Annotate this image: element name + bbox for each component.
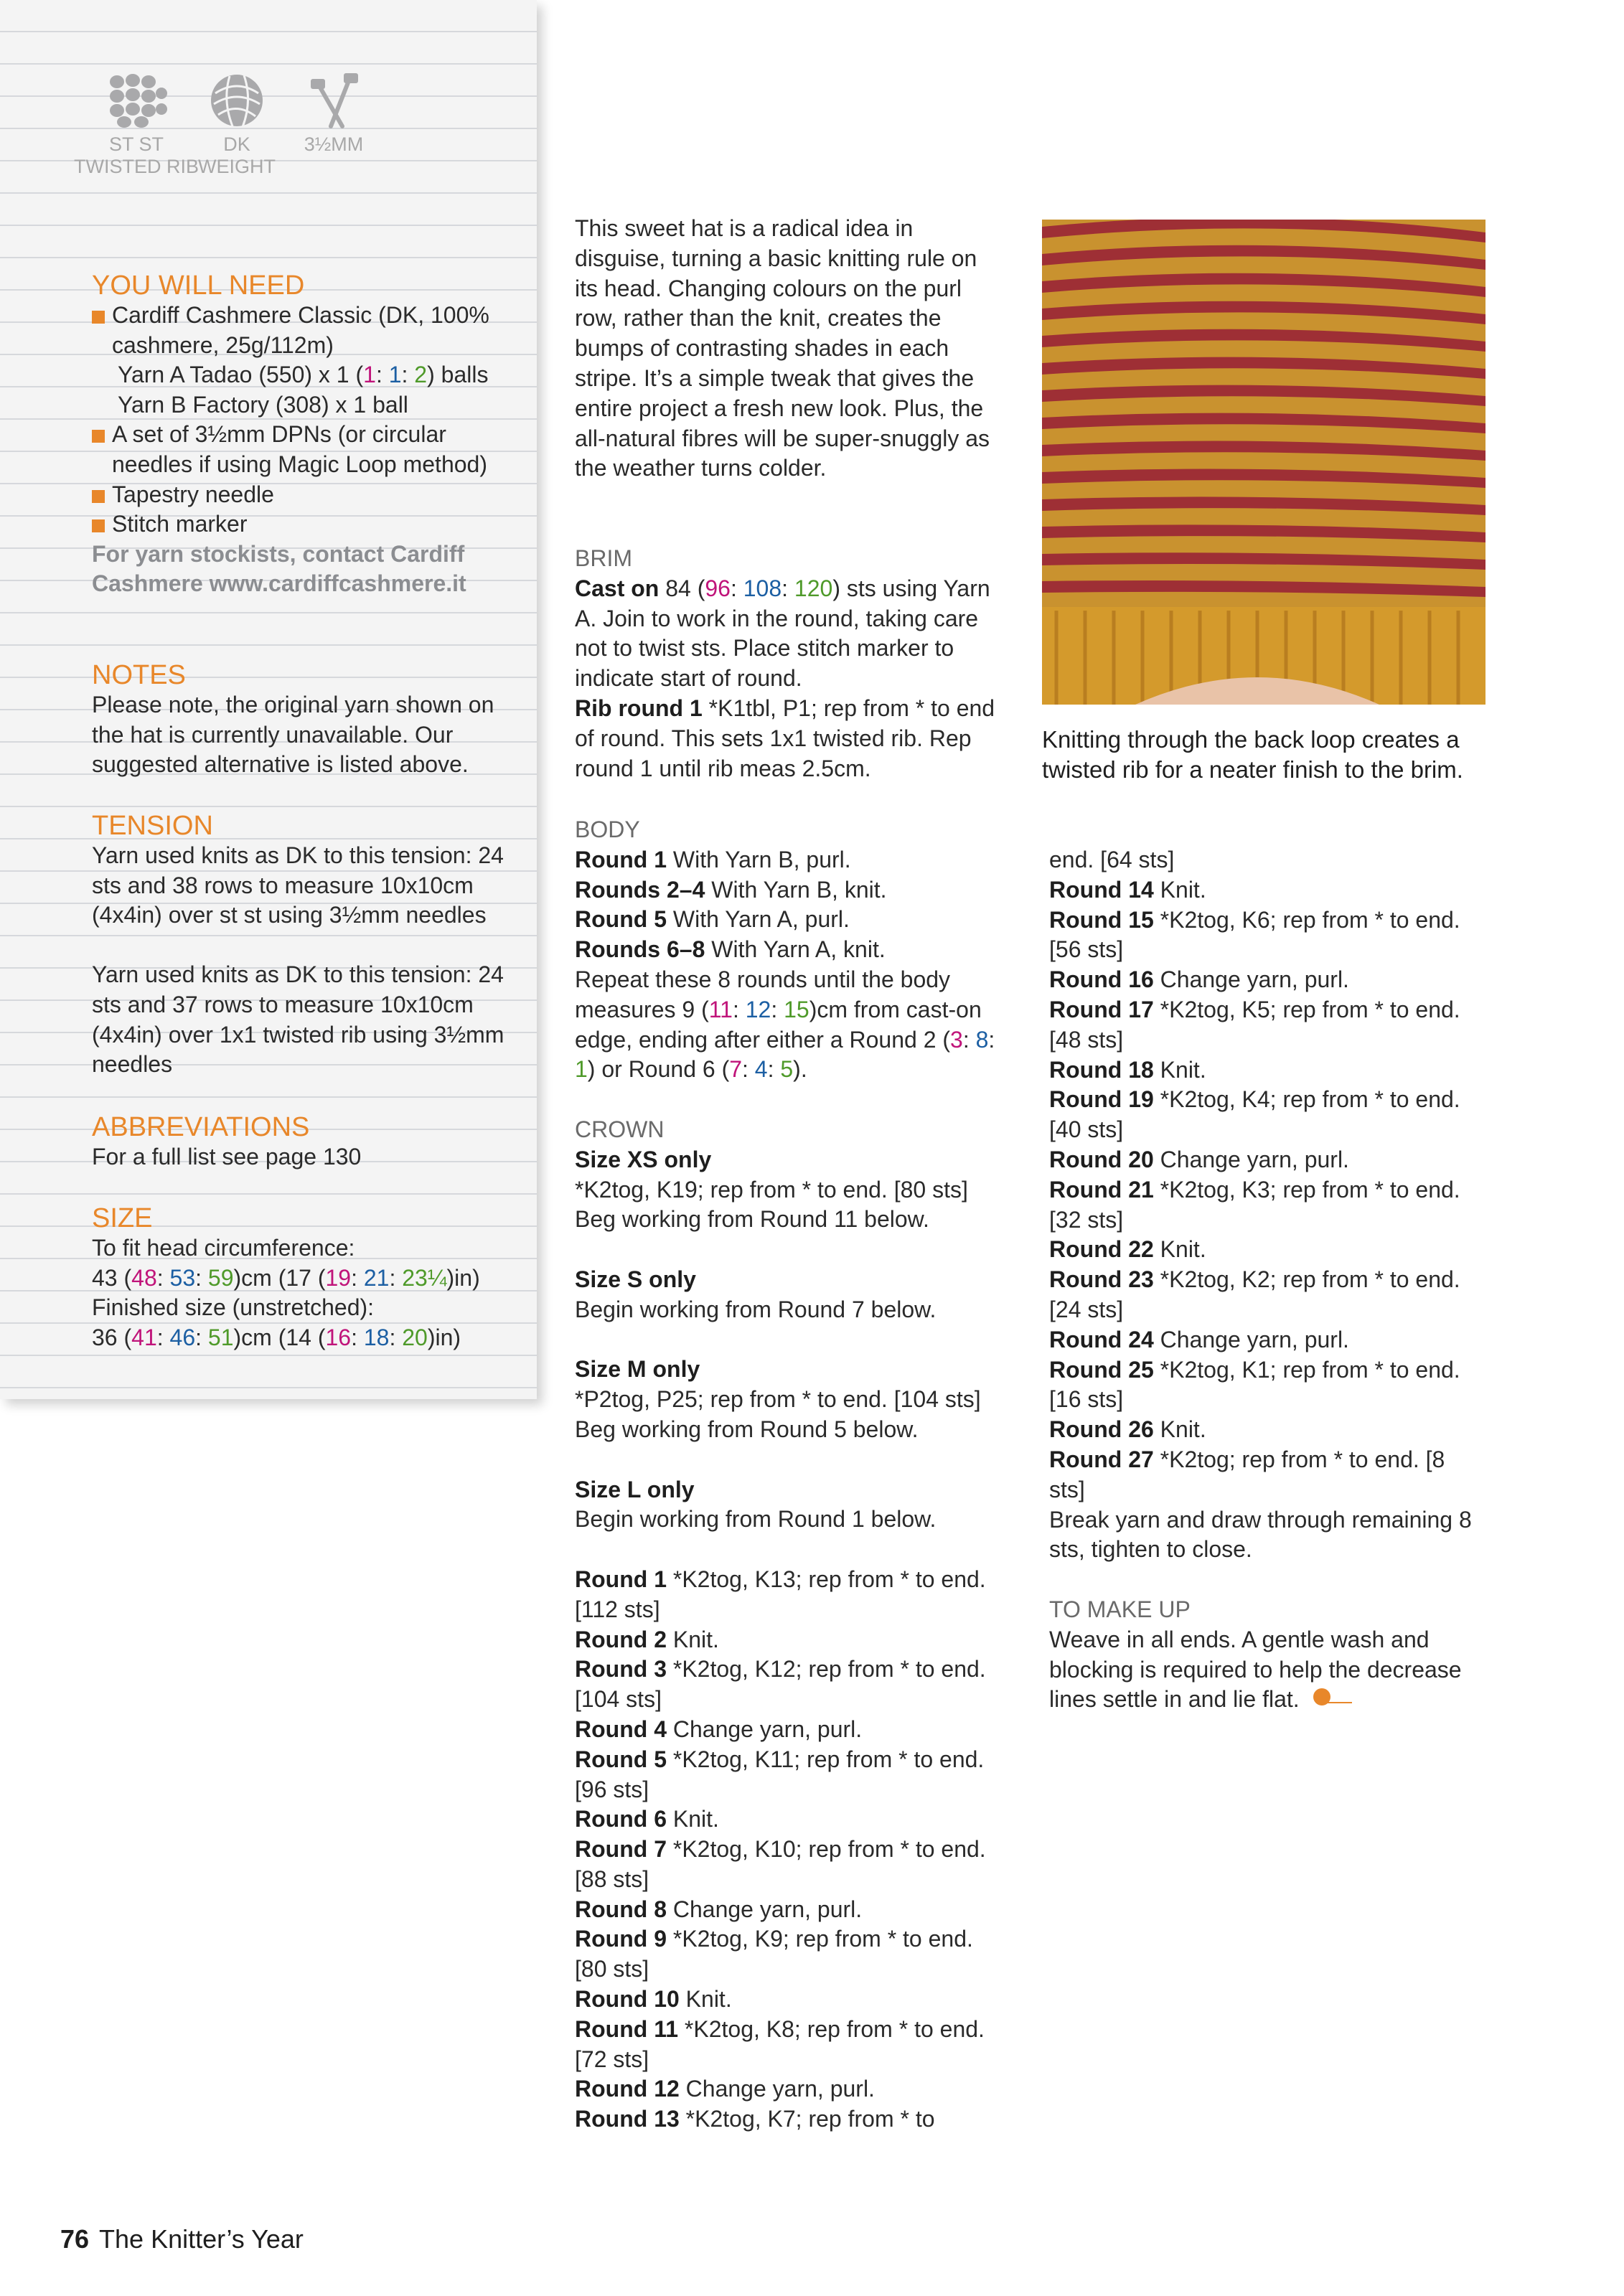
body-rounds-6-8: Rounds 6–8 With Yarn A, knit. <box>575 936 886 963</box>
crown-round: Round 16 Change yarn, purl. <box>1049 966 1349 993</box>
finish-text: Break yarn and draw through remaining 8 sts, tighten to close. <box>1049 1506 1472 1563</box>
materials-sidebar <box>0 0 537 1399</box>
rib-round-text: Rib round 1 *K1tbl, P1; rep from * to end of round. This sets 1x1 twisted rib. Rep round 1 until rib meas 2.5cm. <box>575 695 995 781</box>
cast-on-text: Cast on 84 (96: 108: 120) sts using Yarn A. Join to work in the round, taking care not to twist sts. Place stitch marker to indicate start of round. <box>575 575 990 692</box>
size-l-label: Size L only <box>575 1476 695 1502</box>
yarn-b-line: Yarn B Factory (308) x 1 ball <box>118 391 408 418</box>
finished-values: 36 (41: 46: 51)cm (14 (16: 18: 20)in) <box>92 1324 461 1350</box>
photo-caption: Knitting through the back loop creates a twisted rib for a neater finish to the brim. <box>1042 726 1463 783</box>
crown-round: Round 27 *K2tog; rep from * to end. [8 sts] <box>1049 1446 1445 1502</box>
tension-section <box>92 811 522 1080</box>
needles-icon <box>305 72 362 129</box>
make-up-heading: TO MAKE UP <box>1049 1596 1191 1622</box>
crown-round: Round 11 *K2tog, K8; rep from * to end. [72 sts] <box>575 2015 985 2072</box>
size-l-text: Begin working from Round 1 below. <box>575 1506 937 1533</box>
make-up-text: Weave in all ends. A gentle wash and blocking is required to help the decrease lines settle in and lie flat. <box>1049 1625 1480 1716</box>
marker-item: Stitch marker <box>92 509 522 540</box>
yarn-a-line: Yarn A Tadao (550) x 1 (1: 1: 2) balls <box>118 362 489 388</box>
pattern-icons <box>74 72 409 194</box>
size-heading: SIZE <box>92 1203 153 1233</box>
crown-round: Round 8 Change yarn, purl. <box>575 1896 863 1922</box>
crown-round: Round 6 Knit. <box>575 1806 719 1832</box>
fit-values: 43 (48: 53: 59)cm (17 (19: 21: 23¼)in) <box>92 1264 480 1291</box>
crown-round: Round 19 *K2tog, K4; rep from * to end. [40 sts] <box>1049 1086 1460 1143</box>
size-xs-label: Size XS only <box>575 1146 712 1172</box>
crown-round: Round 24 Change yarn, purl. <box>1049 1326 1349 1352</box>
crown-round: Round 20 Change yarn, purl. <box>1049 1146 1349 1172</box>
size-section <box>92 1203 522 1352</box>
size-s-text: Begin working from Round 7 below. <box>575 1296 937 1322</box>
crown-rounds-list-2 <box>1049 875 1480 1505</box>
hat-image <box>1042 220 1485 705</box>
brim-section <box>575 544 1005 784</box>
intro-paragraph: This sweet hat is a radical idea in disguise, turning a basic knitting rule on its head. Changing colours on the purl row, rather than the knit, creates the bumps of contrasting shades in each stripe. It’s a simple tweak that gives the entire project a fresh new look. Plus, the all-natural fibres will be super-snuggly as the weather turns colder. <box>575 215 990 481</box>
tension-text-1: Yarn used knits as DK to this tension: 24 sts and 38 rows to measure 10x10cm (4x4in) over st st using 3½mm needles <box>92 842 504 928</box>
fit-label: To fit head circumference: <box>92 1235 355 1261</box>
notes-section <box>92 660 522 780</box>
weight-caption: DK WEIGHT <box>198 133 276 177</box>
notes-heading: NOTES <box>92 660 186 690</box>
crown-heading: CROWN <box>575 1116 665 1142</box>
crown-round: Round 3 *K2tog, K12; rep from * to end. [104 sts] <box>575 1656 986 1713</box>
tension-heading: TENSION <box>92 811 213 841</box>
finished-label: Finished size (unstretched): <box>92 1294 375 1321</box>
crown-round: Round 12 Change yarn, purl. <box>575 2076 875 2102</box>
tension-text-2: Yarn used knits as DK to this tension: 24 sts and 37 rows to measure 10x10cm (4x4in) over 1x1 twisted rib using 3½mm needles <box>92 961 504 1078</box>
needle-caption: 3½MM <box>304 133 364 155</box>
body-heading: BODY <box>575 817 640 842</box>
size-xs-text: *K2tog, K19; rep from * to end. [80 sts] Beg working from Round 11 below. <box>575 1176 968 1233</box>
notes-text: Please note, the original yarn shown on the hat is currently unavailable. Our suggested alternative is listed above. <box>92 692 494 778</box>
abbreviations-heading: ABBREVIATIONS <box>92 1112 310 1142</box>
abbreviations-section <box>92 1112 522 1172</box>
crown-round: Round 14 Knit. <box>1049 876 1206 903</box>
yarn-ball-icon <box>208 72 266 129</box>
crown-round: Round 22 Knit. <box>1049 1236 1206 1263</box>
crown-round: Round 26 Knit. <box>1049 1416 1206 1443</box>
crown-round: Round 7 *K2tog, K10; rep from * to end. [88 sts] <box>575 1836 986 1892</box>
brim-heading: BRIM <box>575 545 632 571</box>
crown-round: Round 9 *K2tog, K9; rep from * to end. [80 sts] <box>575 1926 973 1982</box>
round-13-end: end. [64 sts] <box>1049 847 1175 872</box>
hat-photo <box>1042 220 1485 705</box>
needles-item: A set of 3½mm DPNs (or circular needles if using Magic Loop method) <box>92 420 522 479</box>
body-section <box>575 815 1005 2135</box>
stockists-note: For yarn stockists, contact Cardiff Cashmere www.cardiffcashmere.it <box>92 540 466 597</box>
page-footer <box>60 2224 304 2254</box>
tapestry-item: Tapestry needle <box>92 480 522 510</box>
crown-round: Round 2 Knit. <box>575 1626 719 1652</box>
end-yarn-icon <box>1312 1686 1352 1716</box>
crown-round: Round 15 *K2tog, K6; rep from * to end. [56 sts] <box>1049 906 1460 963</box>
crown-round: Round 17 *K2tog, K5; rep from * to end. [48 sts] <box>1049 996 1460 1053</box>
crown-round: Round 1 *K2tog, K13; rep from * to end. [112 sts] <box>575 1566 986 1622</box>
size-s-label: Size S only <box>575 1266 696 1292</box>
you-will-need-section <box>92 270 522 599</box>
yarn-item: Cardiff Cashmere Classic (DK, 100% cashmere, 25g/112m) <box>92 301 522 360</box>
body-rounds-2-4: Rounds 2–4 With Yarn B, knit. <box>575 876 887 903</box>
body-round-1: Round 1 With Yarn B, purl. <box>575 846 851 872</box>
crown-round: Round 25 *K2tog, K1; rep from * to end. [16 sts] <box>1049 1356 1460 1413</box>
body-repeat: Repeat these 8 rounds until the body measures 9 (11: 12: 15)cm from cast-on edge, ending after either a Round 2 (3: 8: 1) or Round 6 (7: 4: 5). <box>575 966 995 1083</box>
stitch-caption: ST ST TWISTED RIB <box>74 133 199 177</box>
crown-round: Round 13 *K2tog, K7; rep from * to <box>575 2106 935 2132</box>
crown-rounds-list <box>575 1565 1005 2135</box>
body-round-5: Round 5 With Yarn A, purl. <box>575 906 850 933</box>
crown-round: Round 4 Change yarn, purl. <box>575 1716 863 1742</box>
size-m-text: *P2tog, P25; rep from * to end. [104 sts] Beg working from Round 5 below. <box>575 1386 981 1442</box>
crown-round: Round 10 Knit. <box>575 1986 732 2013</box>
size-m-label: Size M only <box>575 1356 700 1383</box>
you-will-need-heading: YOU WILL NEED <box>92 270 305 301</box>
crown-round: Round 18 Knit. <box>1049 1056 1206 1083</box>
stitch-texture-icon <box>104 72 169 129</box>
abbreviations-text: For a full list see page 130 <box>92 1144 362 1170</box>
magazine-title: The Knitter’s Year <box>99 2224 304 2254</box>
crown-round: Round 5 *K2tog, K11; rep from * to end. [96 sts] <box>575 1746 985 1802</box>
page-number: 76 <box>60 2224 90 2254</box>
crown-round: Round 21 *K2tog, K3; rep from * to end. [32 sts] <box>1049 1176 1460 1233</box>
needle-info <box>262 72 405 194</box>
crown-round: Round 23 *K2tog, K2; rep from * to end. [24 sts] <box>1049 1266 1460 1322</box>
crown-continued <box>1049 845 1480 1716</box>
